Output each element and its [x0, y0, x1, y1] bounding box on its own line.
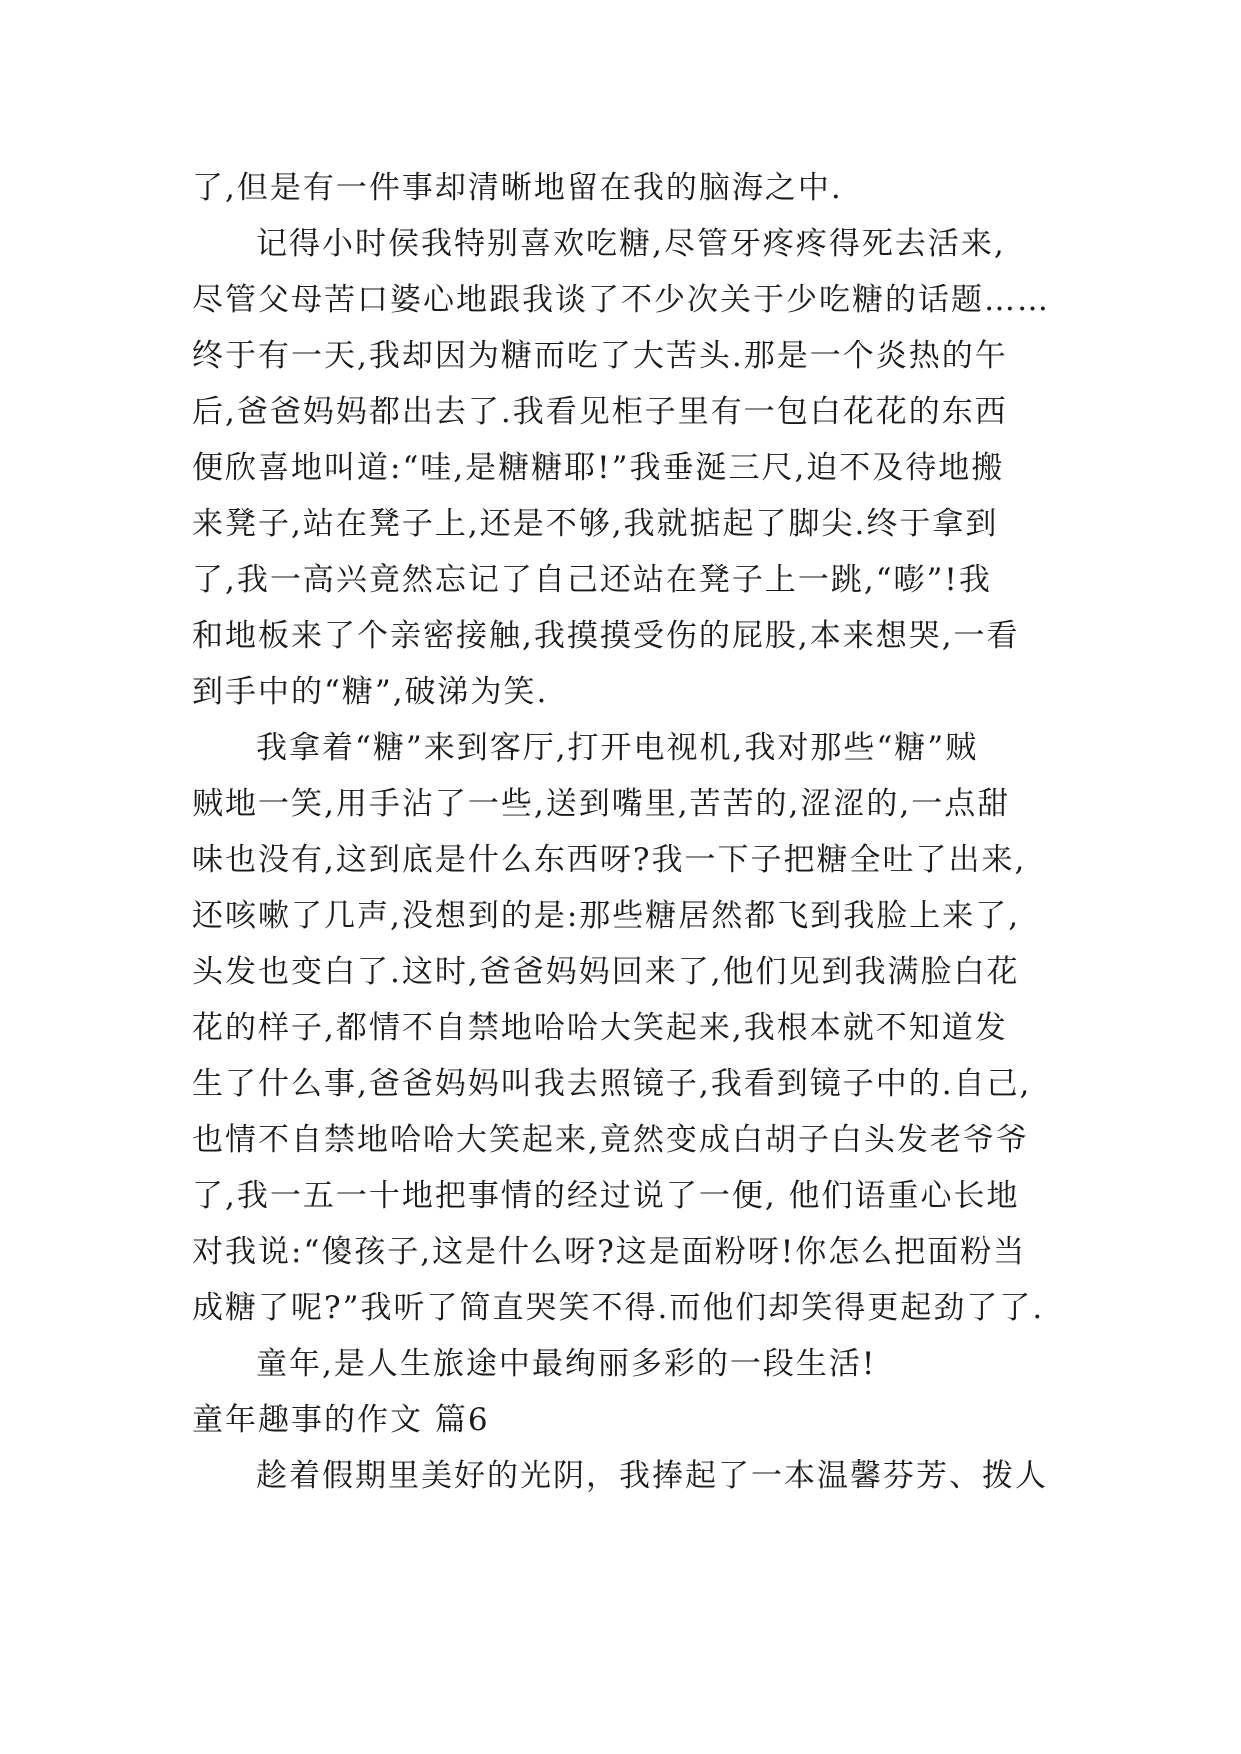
paragraph-line: 味也没有,这到底是什么东西呀?我一下子把糖全吐了出来, [192, 842, 1027, 878]
paragraph-line: 便欣喜地叫道:“哇,是糖糖耶!”我垂涎三尺,迫不及待地搬 [192, 450, 1005, 486]
paragraph-line: 来凳子,站在凳子上,还是不够,我就掂起了脚尖.终于拿到 [192, 506, 999, 542]
paragraph-line: 终于有一天,我却因为糖而吃了大苦头.那是一个炎热的午 [192, 338, 1008, 374]
paragraph-line: 和地板来了个亲密接触,我摸摸受伤的屁股,本来想哭,一看 [192, 618, 1020, 654]
paragraph-line: 头发也变白了.这时,爸爸妈妈回来了,他们见到我满脸白花 [192, 954, 1020, 990]
paragraph-line: 尽管父母苦口婆心地跟我谈了不少次关于少吃糖的话题…… [192, 282, 1050, 318]
paragraph-line: 花的样子,都情不自禁地哈哈大笑起来,我根本就不知道发 [192, 1010, 1008, 1046]
paragraph-line: 趁着假期里美好的光阴，我捧起了一本温馨芬芳、拨人 [256, 1458, 1048, 1494]
paragraph-line: 后,爸爸妈妈都出去了.我看见柜子里有一包白花花的东西 [192, 394, 1008, 430]
paragraph-line: 对我说:“傻孩子,这是什么呀?这是面粉呀!你怎么把面粉当 [192, 1234, 1027, 1270]
document-body [192, 160, 1052, 1504]
paragraph-lines [192, 160, 1052, 1392]
paragraph-line: 成糖了呢?”我听了简直哭笑不得.而他们却笑得更起劲了了. [192, 1290, 1045, 1326]
paragraph-line: 我拿着“糖”来到客厅,打开电视机,我对那些“糖”贼 [256, 730, 979, 766]
paragraph-line: 了,但是有一件事却清晰地留在我的脑海之中. [192, 170, 843, 206]
paragraph-line: 也情不自禁地哈哈大笑起来,竟然变成白胡子白头发老爷爷 [192, 1122, 1029, 1158]
paragraph-line: 到手中的“糖”,破涕为笑. [192, 674, 549, 710]
paragraph-line: 记得小时侯我特别喜欢吃糖,尽管牙疼疼得死去活来, [256, 226, 1006, 262]
paragraph-line: 贼地一笑,用手沾了一些,送到嘴里,苦苦的,涩涩的,一点甜 [192, 786, 1011, 822]
paragraph-line: 生了什么事,爸爸妈妈叫我去照镜子,我看到镜子中的.自己, [192, 1066, 1032, 1102]
section-heading: 童年趣事的作文 篇6 [192, 1402, 490, 1438]
paragraph-line: 还咳嗽了几声,没想到的是:那些糖居然都飞到我脸上来了, [192, 898, 1021, 934]
paragraph-line: 了,我一五一十地把事情的经过说了一便, 他们语重心长地 [192, 1178, 1020, 1214]
paragraph-line: 了,我一高兴竟然忘记了自己还站在凳子上一跳,“嘭”!我 [192, 562, 992, 598]
paragraph-line: 童年,是人生旅途中最绚丽多彩的一段生活! [256, 1346, 877, 1382]
